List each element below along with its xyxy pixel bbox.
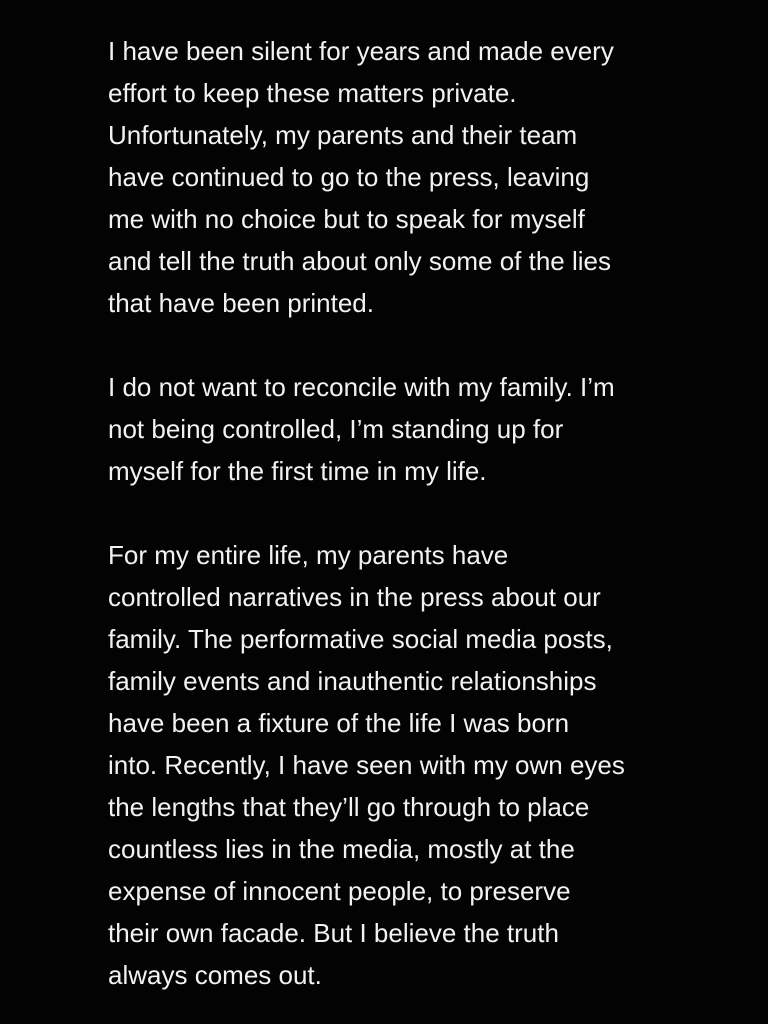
paragraph-line: Unfortunately, my parents and their team <box>108 120 578 150</box>
paragraph-1 <box>108 30 708 324</box>
paragraph-line: effort to keep these matters private. <box>108 78 517 108</box>
paragraph-line: controlled narratives in the press about our <box>108 582 601 612</box>
paragraph-line: I do not want to reconcile with my family. I’m <box>108 372 615 402</box>
paragraph-spacer <box>108 492 708 534</box>
paragraph-line: I have been silent for years and made every <box>108 36 614 66</box>
paragraph-line: family. The performative social media posts, <box>108 624 613 654</box>
paragraph-line: that have been printed. <box>108 288 374 318</box>
paragraph-line: into. Recently, I have seen with my own eyes <box>108 750 625 780</box>
paragraph-spacer <box>108 324 708 366</box>
paragraph-line: countless lies in the media, mostly at the <box>108 834 575 864</box>
paragraph-line: and tell the truth about only some of the lies <box>108 246 611 276</box>
paragraph-line: For my entire life, my parents have <box>108 540 509 570</box>
paragraph-line: always comes out. <box>108 960 322 990</box>
paragraph-line: have been a fixture of the life I was born <box>108 708 570 738</box>
paragraph-line: family events and inauthentic relationships <box>108 666 597 696</box>
paragraph-line: me with no choice but to speak for myself <box>108 204 585 234</box>
paragraph-line: have continued to go to the press, leaving <box>108 162 590 192</box>
paragraph-line: expense of innocent people, to preserve <box>108 876 571 906</box>
paragraph-line: not being controlled, I’m standing up for <box>108 414 564 444</box>
paragraph-line: their own facade. But I believe the truth <box>108 918 559 948</box>
paragraph-line: myself for the first time in my life. <box>108 456 487 486</box>
paragraph-2 <box>108 366 708 492</box>
paragraph-3 <box>108 534 708 996</box>
paragraph-line: the lengths that they’ll go through to place <box>108 792 590 822</box>
